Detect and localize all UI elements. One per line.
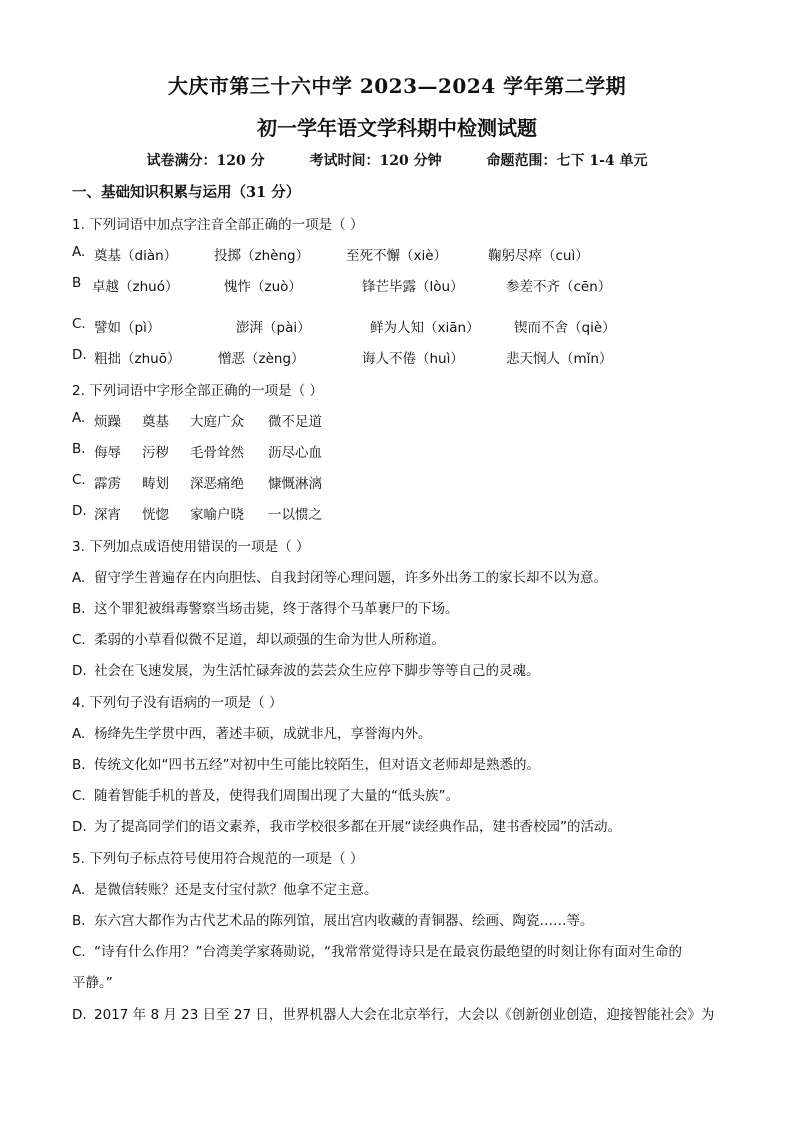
q2-option-c <box>72 472 322 492</box>
option-item: 深宵 <box>94 507 121 523</box>
option-text: 柔弱的小草看似微不足道，却以顽强的生命为世人所称道。 <box>94 632 445 648</box>
q1-option-b <box>72 275 612 295</box>
q5-option-b <box>72 909 594 929</box>
q5-option-d <box>72 1003 714 1023</box>
option-label: D. <box>72 503 87 519</box>
q3-option-b <box>72 597 459 617</box>
option-item: 畴划 <box>142 476 169 492</box>
option-item: 投掷（zhèng） <box>214 248 310 264</box>
q2-option-d <box>72 503 322 523</box>
section-heading: 一、基础知识积累与运用（31 分） <box>72 184 301 201</box>
option-text: 2017 年 8 月 23 日至 27 日，世界机器人大会在北京举行，大会以《创新创业创造，迎接智能社会》为 <box>94 1007 715 1023</box>
q5-option-c <box>72 940 682 960</box>
exam-time: 考试时间：120 分钟 <box>309 153 442 169</box>
q5-option-a <box>72 878 378 898</box>
option-text: “诗有什么作用？”台湾美学家蒋勋说，“我常常觉得诗只是在最哀伤最绝望的时刻让你有面对生命的 <box>94 944 682 960</box>
q3-option-c <box>72 628 445 648</box>
question-3-stem: 3. 下列加点成语使用错误的一项是（ ） <box>72 539 310 555</box>
option-item: 憎恶（zèng） <box>218 351 305 367</box>
option-label: D. <box>72 819 87 835</box>
q1-option-d <box>72 347 613 367</box>
option-text: 杨绛先生学贯中西，著述丰硕，成就非凡，享誉海内外。 <box>94 726 432 742</box>
option-label: D. <box>72 347 87 363</box>
option-item: 一以惯之 <box>268 507 322 523</box>
option-item: 沥尽心血 <box>268 445 322 461</box>
q4-option-a <box>72 722 432 742</box>
question-1-stem: 1. 下列词语中加点字注音全部正确的一项是（ ） <box>72 217 364 233</box>
option-label: B. <box>72 757 86 773</box>
option-item: 家喻户晓 <box>190 507 244 523</box>
option-item: 微不足道 <box>268 414 322 430</box>
full-score: 试卷满分：120 分 <box>146 153 265 169</box>
q2-option-a <box>72 410 322 430</box>
option-item: 奠基（diàn） <box>94 248 178 264</box>
q4-option-d <box>72 815 621 835</box>
q4-option-c <box>72 784 459 804</box>
option-text: 东六宫大都作为古代艺术品的陈列馆，展出宫内收藏的青铜器、绘画、陶瓷……等。 <box>94 913 594 929</box>
option-label: D. <box>72 1007 87 1023</box>
option-item: 至死不懈（xiè） <box>346 248 448 264</box>
option-item: 悲天悯人（mǐn） <box>506 351 613 367</box>
option-text: 平静。” <box>72 975 113 991</box>
option-item: 鞠躬尽瘁（cuì） <box>488 248 589 264</box>
option-item: 恍惚 <box>142 507 169 523</box>
option-item: 霹雳 <box>94 476 121 492</box>
option-item: 奠基 <box>142 414 169 430</box>
option-item: 慷慨淋漓 <box>268 476 322 492</box>
option-text: 留守学生普遍存在内向胆怯、自我封闭等心理问题，许多外出务工的家长却不以为意。 <box>94 570 607 586</box>
q1-option-c <box>72 316 616 336</box>
option-label: A. <box>72 410 86 426</box>
option-item: 鲜为人知（xiān） <box>370 320 480 336</box>
q3-option-d <box>72 659 540 679</box>
option-item: 侮辱 <box>94 445 121 461</box>
question-4-stem: 4. 下列句子没有语病的一项是（ ） <box>72 695 283 711</box>
option-label: C. <box>72 788 86 804</box>
option-text: 是微信转账？还是支付宝付款？他拿不定主意。 <box>94 882 378 898</box>
option-item: 澎湃（pài） <box>236 320 311 336</box>
option-label: A. <box>72 882 86 898</box>
exam-subtitle: 初一学年语文学科期中检测试题 <box>257 116 537 140</box>
option-label: A. <box>72 570 86 586</box>
q1-option-a <box>72 244 589 264</box>
option-label: D. <box>72 663 87 679</box>
option-item: 大庭广众 <box>190 414 244 430</box>
option-text: 传统文化如“四书五经”对初中生可能比较陌生，但对语文老师却是熟悉的。 <box>94 757 540 773</box>
option-item: 烦躁 <box>94 414 121 430</box>
option-item: 深恶痛绝 <box>190 476 244 492</box>
option-item: 锲而不舍（qiè） <box>514 320 616 336</box>
option-label: B <box>72 275 82 291</box>
q3-option-a <box>72 566 607 586</box>
exam-meta <box>0 150 794 170</box>
option-label: C. <box>72 944 86 960</box>
option-item: 譬如（pì） <box>94 320 161 336</box>
option-label: C. <box>72 632 86 648</box>
option-label: C. <box>72 472 86 488</box>
q2-option-b <box>72 441 322 461</box>
option-label: B. <box>72 913 86 929</box>
option-item: 参差不齐（cēn） <box>506 279 612 295</box>
exam-title: 大庆市第三十六中学 2023—2024 学年第二学期 <box>167 74 627 98</box>
option-label: C. <box>72 316 86 332</box>
option-item: 愧怍（zuò） <box>224 279 302 295</box>
option-item: 锋芒毕露（lòu） <box>362 279 464 295</box>
q5-option-c-continued <box>72 971 113 991</box>
question-5-stem: 5. 下列句子标点符号使用符合规范的一项是（ ） <box>72 851 364 867</box>
option-item: 诲人不倦（huì） <box>362 351 464 367</box>
option-item: 卓越（zhuó） <box>92 279 179 295</box>
option-label: B. <box>72 601 86 617</box>
option-label: A. <box>72 726 86 742</box>
option-text: 这个罪犯被缉毒警察当场击毙，终于落得个马革裹尸的下场。 <box>94 601 459 617</box>
option-text: 随着智能手机的普及，使得我们周围出现了大量的“低头族”。 <box>94 788 459 804</box>
option-text: 为了提高同学们的语文素养，我市学校很多都在开展“读经典作品，建书香校园”的活动。 <box>94 819 621 835</box>
question-2-stem: 2. 下列词语中字形全部正确的一项是（ ） <box>72 383 323 399</box>
option-item: 污秽 <box>142 445 169 461</box>
option-text: 社会在飞速发展，为生活忙碌奔波的芸芸众生应停下脚步等等自己的灵魂。 <box>94 663 540 679</box>
option-label: A. <box>72 244 86 260</box>
option-label: B. <box>72 441 86 457</box>
option-item: 毛骨耸然 <box>190 445 244 461</box>
q4-option-b <box>72 753 540 773</box>
exam-scope: 命题范围：七下 1-4 单元 <box>486 153 648 169</box>
option-item: 粗拙（zhuō） <box>94 351 181 367</box>
